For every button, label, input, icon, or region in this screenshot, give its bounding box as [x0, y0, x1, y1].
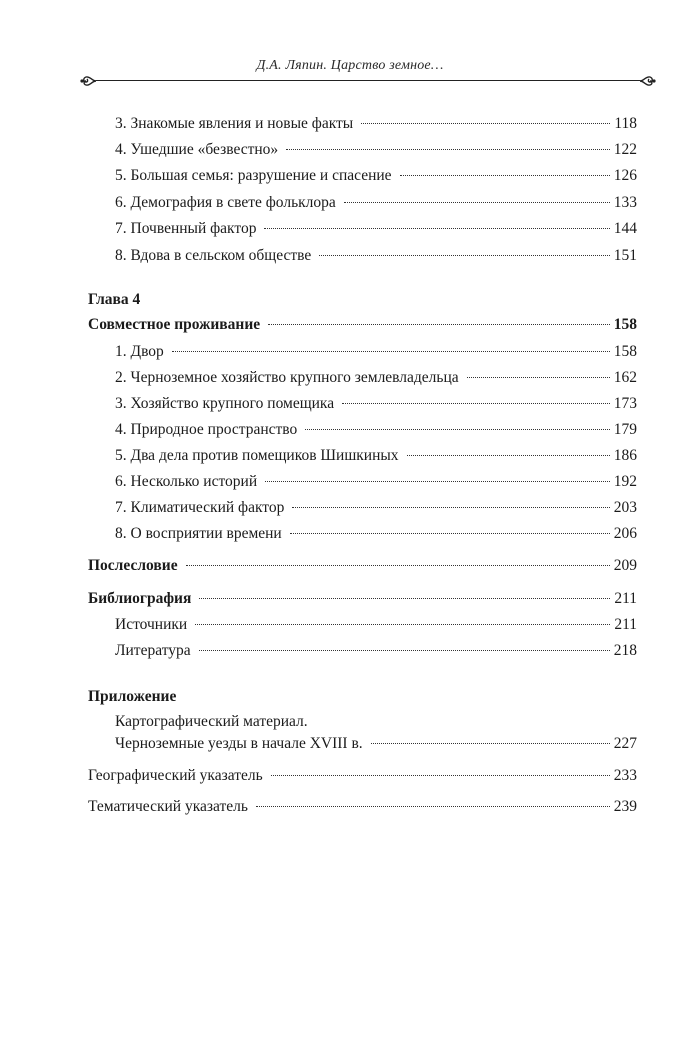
dot-leader: [305, 429, 610, 430]
dot-leader: [371, 743, 610, 744]
fleuron-icon: [636, 70, 658, 92]
toc-entry-label: Источники: [115, 616, 188, 633]
chapter-heading: Глава 4: [88, 291, 141, 308]
toc-entry-page: 186: [613, 447, 637, 464]
toc-entry-page: 133: [613, 194, 637, 211]
dot-leader: [344, 202, 610, 203]
dot-leader: [290, 533, 610, 534]
toc-entry-label: 5. Два дела против помещиков Шишкиных: [115, 447, 399, 464]
toc-entry-label: 5. Большая семья: разрушение и спасение: [115, 167, 392, 184]
dot-leader: [361, 123, 610, 124]
toc-afterword-entry[interactable]: [88, 556, 637, 576]
toc-entry-label: 7. Климатический фактор: [115, 499, 285, 516]
dot-leader: [319, 255, 609, 256]
dot-leader: [265, 481, 610, 482]
toc-entry[interactable]: [115, 368, 637, 388]
toc-entry[interactable]: [115, 641, 637, 661]
toc-entry[interactable]: [115, 420, 637, 440]
dot-leader: [172, 351, 610, 352]
toc-entry-page: 158: [613, 316, 637, 333]
toc-entry[interactable]: [88, 766, 637, 786]
toc-entry-label: Библиография: [88, 590, 192, 607]
toc-entry-page: 206: [613, 525, 637, 542]
toc-entry-page: 173: [613, 395, 637, 412]
dot-leader: [195, 624, 610, 625]
toc-entry-page: 126: [613, 167, 637, 184]
toc-entry-label: 3. Знакомые явления и новые факты: [115, 115, 354, 132]
fleuron-icon: [78, 70, 100, 92]
toc-entry-page: 192: [613, 473, 637, 490]
toc-entry-label: Послесловие: [88, 557, 178, 574]
toc-entry[interactable]: [88, 797, 637, 817]
dot-leader: [292, 507, 609, 508]
toc-entry[interactable]: [115, 498, 637, 518]
toc-entry[interactable]: [115, 219, 637, 239]
toc-bibliography-entry[interactable]: [88, 589, 637, 609]
toc-entry-page: 239: [613, 798, 637, 815]
toc-entry[interactable]: [115, 734, 637, 754]
dot-leader: [407, 455, 610, 456]
toc-entry-label: Географический указатель: [88, 767, 263, 784]
toc-entry[interactable]: [115, 472, 637, 492]
toc-entry-label: Совместное проживание: [88, 316, 261, 333]
toc-chapter-entry[interactable]: [88, 315, 637, 335]
toc-entry-label: 3. Хозяйство крупного помещика: [115, 395, 335, 412]
toc-entry-label: 4. Ушедшие «безвестно»: [115, 141, 279, 158]
toc-entry[interactable]: [115, 166, 637, 186]
toc-entry-page: 203: [613, 499, 637, 516]
dot-leader: [342, 403, 610, 404]
toc-entry-page: 218: [613, 642, 637, 659]
toc-entry[interactable]: [115, 140, 637, 160]
toc-entry-label: 6. Несколько историй: [115, 473, 258, 490]
appendix-heading: Приложение: [88, 688, 177, 705]
toc-entry-page: 211: [614, 590, 637, 607]
toc-entry[interactable]: [115, 114, 637, 134]
appendix-line-1: Картографический материал.: [115, 713, 308, 730]
toc-entry-page: 211: [614, 616, 637, 633]
toc-entry-label: 4. Природное пространство: [115, 421, 298, 438]
running-header: [0, 58, 700, 94]
toc-entry-page: 233: [613, 767, 637, 784]
toc-entry[interactable]: [115, 394, 637, 414]
toc-entry-label: Тематический указатель: [88, 798, 248, 815]
toc-entry[interactable]: [115, 446, 637, 466]
toc-entry-page: 151: [613, 247, 637, 264]
dot-leader: [256, 806, 610, 807]
toc-entry-label: 6. Демография в свете фольклора: [115, 194, 336, 211]
toc-entry-page: 144: [613, 220, 637, 237]
toc-entry-label: Черноземные уезды в начале XVIII в.: [115, 735, 363, 752]
toc-entry[interactable]: [115, 615, 637, 635]
dot-leader: [400, 175, 610, 176]
toc-entry-page: 158: [613, 343, 637, 360]
toc-entry[interactable]: [115, 524, 637, 544]
toc-entry-label: 8. О восприятии времени: [115, 525, 282, 542]
dot-leader: [199, 598, 610, 599]
toc-entry-label: Литература: [115, 642, 191, 659]
dot-leader: [264, 228, 609, 229]
dot-leader: [268, 324, 610, 325]
dot-leader: [467, 377, 610, 378]
toc-entry-page: 179: [613, 421, 637, 438]
toc-entry-label: 7. Почвенный фактор: [115, 220, 257, 237]
running-title: Д.А. Ляпин. Царство земное…: [256, 58, 444, 73]
dot-leader: [186, 565, 610, 566]
dot-leader: [286, 149, 610, 150]
toc-entry-page: 162: [613, 369, 637, 386]
toc-entry-label: 1. Двор: [115, 343, 164, 360]
toc-entry[interactable]: [115, 246, 637, 266]
toc-entry-page: 118: [614, 115, 637, 132]
toc-entry-page: 209: [613, 557, 637, 574]
dot-leader: [199, 650, 610, 651]
dot-leader: [271, 775, 610, 776]
toc-entry-label: 2. Черноземное хозяйство крупного землевладельца: [115, 369, 459, 386]
toc-entry-label: 8. Вдова в сельском обществе: [115, 247, 312, 264]
toc-entry-page: 227: [613, 735, 637, 752]
header-rule: [96, 80, 640, 81]
toc-entry[interactable]: [115, 193, 637, 213]
toc-entry-page: 122: [613, 141, 637, 158]
toc-entry[interactable]: [115, 342, 637, 362]
